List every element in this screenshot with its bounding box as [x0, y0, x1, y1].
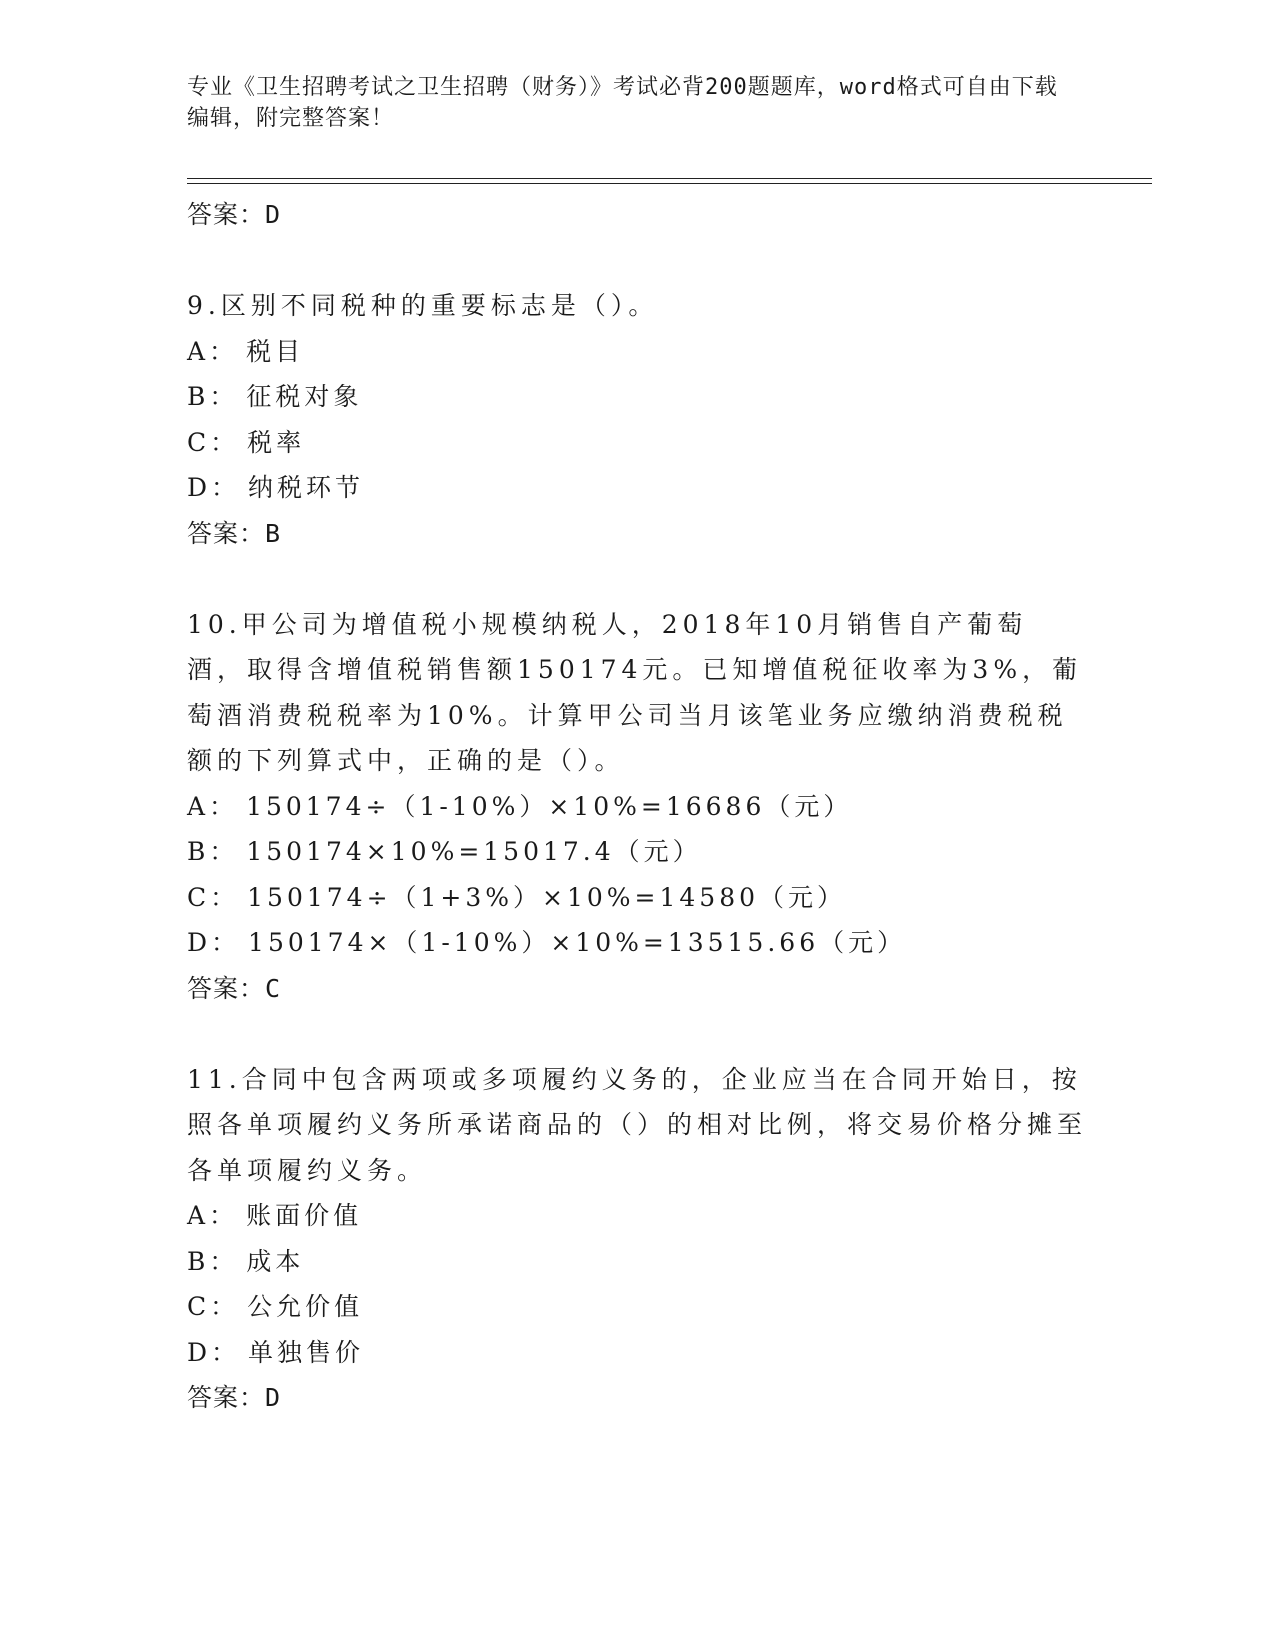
question-9 — [187, 283, 1087, 556]
option-text: 成本 — [246, 1246, 305, 1276]
option-a — [187, 329, 1087, 375]
answer-label: 答案：D — [187, 1383, 282, 1412]
option-b — [187, 1239, 1087, 1285]
option-c — [187, 875, 1087, 921]
option-b — [187, 829, 1087, 875]
option-key: D： — [187, 473, 241, 502]
option-a — [187, 784, 1087, 830]
header-divider-top — [187, 178, 1152, 179]
option-key: C： — [187, 882, 240, 912]
option-text: 150174×10%=15017.4（元） — [246, 837, 702, 866]
option-text: 税目 — [246, 336, 305, 366]
header-divider-bottom — [187, 183, 1152, 184]
option-a — [187, 1193, 1087, 1239]
option-text: 纳税环节 — [248, 473, 365, 502]
option-c — [187, 420, 1087, 466]
option-c — [187, 1284, 1087, 1330]
option-b — [187, 374, 1087, 420]
option-text: 单独售价 — [248, 1337, 365, 1367]
question-stem: 10.甲公司为增值税小规模纳税人，2018年10月销售自产葡萄酒，取得含增值税销售额150174元。已知增值税征收率为3%，葡萄酒消费税税率为10%。计算甲公司当月该笔业务应缴纳消费税税额的下列算式中，正确的是（）。 — [187, 609, 1083, 775]
answer-label: 答案：C — [187, 973, 282, 1003]
option-key: B： — [187, 837, 239, 866]
previous-answer: 答案：D — [187, 200, 282, 229]
question-10 — [187, 602, 1087, 1011]
answer-label: 答案：B — [187, 518, 282, 548]
option-key: A： — [187, 791, 239, 821]
question-stem: 11.合同中包含两项或多项履约义务的，企业应当在合同开始日，按照各单项履约义务所承诺商品的（）的相对比例，将交易价格分摊至各单项履约义务。 — [187, 1064, 1088, 1185]
question-stem: 9.区别不同税种的重要标志是（）。 — [187, 291, 659, 320]
option-key: B： — [187, 1246, 239, 1276]
option-key: A： — [187, 1201, 239, 1230]
option-key: B： — [187, 382, 239, 411]
option-text: 150174÷（1-10%）×10%=16686（元） — [246, 791, 853, 821]
option-text: 账面价值 — [246, 1201, 363, 1230]
option-key: D： — [187, 928, 241, 957]
question-11 — [187, 1057, 1087, 1421]
option-d — [187, 465, 1087, 511]
option-text: 150174÷（1+3%）×10%=14580（元） — [247, 882, 847, 912]
option-text: 公允价值 — [247, 1292, 364, 1321]
option-key: C： — [187, 1292, 240, 1321]
option-key: D： — [187, 1337, 241, 1367]
option-text: 征税对象 — [246, 382, 363, 411]
question-list — [187, 192, 1087, 1420]
option-key: A： — [187, 336, 239, 366]
document-header: 专业《卫生招聘考试之卫生招聘（财务）》考试必背200题题库，word格式可自由下载编辑，附完整答案！ — [187, 75, 1058, 131]
option-text: 税率 — [247, 427, 306, 457]
option-d — [187, 1330, 1087, 1376]
option-text: 150174×（1-10%）×10%=13515.66（元） — [248, 928, 907, 957]
option-d — [187, 920, 1087, 966]
option-key: C： — [187, 427, 240, 457]
